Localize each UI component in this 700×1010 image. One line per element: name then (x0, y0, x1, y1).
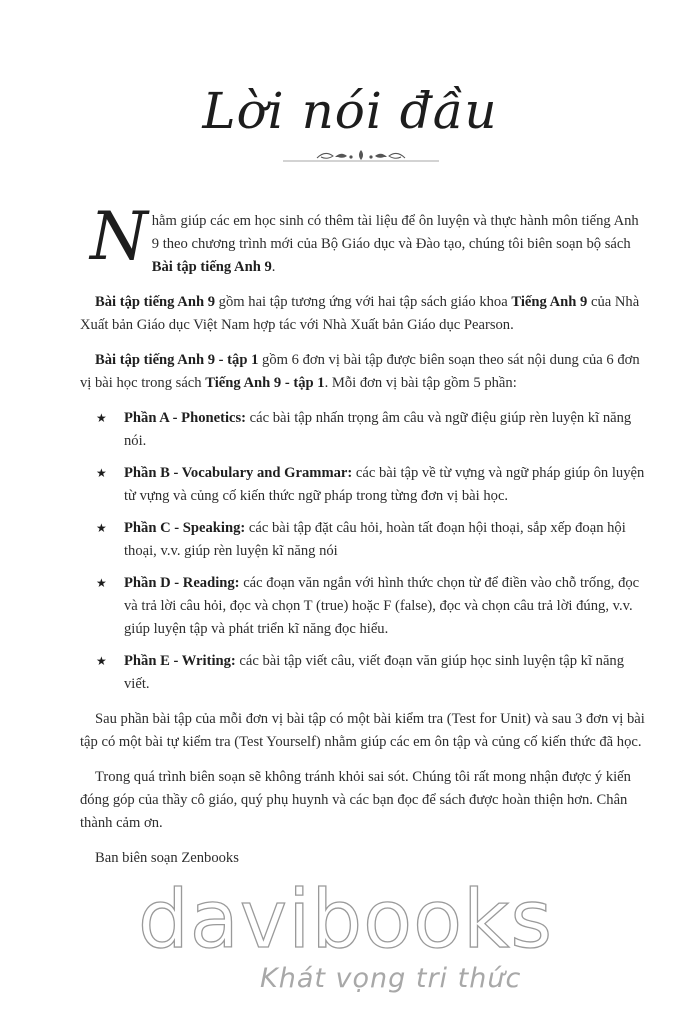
signature: Ban biên soạn Zenbooks (95, 850, 239, 866)
paragraph-4: Sau phần bài tập của mỗi đơn vị bài tập có một bài kiểm tra (Test for Unit) và sau 3 đơn vị bài tập có một bài tự kiểm tra (Test Yourself) nhằm giúp các em ôn tập và củng cố kiến thức đã học. (80, 711, 645, 750)
star-bullet-icon: ★ (96, 521, 107, 535)
list-item: ★ Phần B - Vocabulary and Grammar: các bài tập về từ vựng và ngữ pháp giúp ôn luyện từ vựng và củng cố kiến thức ngữ pháp trong từng đơn vị bài học. (80, 462, 645, 508)
parts-list (80, 407, 645, 696)
watermark-tagline: Khát vọng tri thức (260, 963, 522, 994)
preface-body (80, 198, 645, 882)
page-title: Lời nói đầu (202, 82, 498, 140)
list-item: ★ Phần C - Speaking: các bài tập đặt câu hỏi, hoàn tất đoạn hội thoại, sắp xếp đoạn hội thoại, v.v. giúp rèn luyện kĩ năng nói (80, 517, 645, 563)
watermark-brand: davibooks (138, 873, 554, 966)
list-item: ★ Phần E - Writing: các bài tập viết câu, viết đoạn văn giúp học sinh luyện tập kĩ năng viết. (80, 650, 645, 696)
list-item: ★ Phần A - Phonetics: các bài tập nhấn trọng âm câu và ngữ điệu giúp rèn luyện kĩ năng nói. (80, 407, 645, 453)
star-bullet-icon: ★ (96, 466, 107, 480)
divider-ornament-icon (283, 148, 439, 166)
paragraph-5: Trong quá trình biên soạn sẽ không tránh khỏi sai sót. Chúng tôi rất mong nhận được ý kiến đóng góp của thầy cô giáo, quý phụ huynh và các bạn đọc để sách được hoàn thiện hơn. Chân thành cảm ơn. (80, 769, 631, 831)
intro-paragraph: Nhằm giúp các em học sinh có thêm tài liệu để ôn luyện và thực hành môn tiếng Anh 9 theo chương trình mới của Bộ Giáo dục và Đào tạo, chúng tôi biên soạn bộ sách Bài tập tiếng Anh 9. (90, 198, 639, 275)
list-item: ★ Phần D - Reading: các đoạn văn ngắn với hình thức chọn từ để điền vào chỗ trống, đọc và trả lời câu hỏi, đọc và chọn T (true) hoặc F (false), đọc và chọn câu trả lời đúng, v.v. giúp luyện tập và phát triển kĩ năng đọc hiểu. (80, 572, 645, 641)
paragraph-2: Bài tập tiếng Anh 9 gồm hai tập tương ứng với hai tập sách giáo khoa Tiếng Anh 9 của Nhà Xuất bản Giáo dục Việt Nam hợp tác với Nhà Xuất bản Giáo dục Pearson. (80, 294, 640, 333)
star-bullet-icon: ★ (96, 576, 107, 590)
drop-cap: N (90, 198, 148, 275)
star-bullet-icon: ★ (96, 654, 107, 668)
star-bullet-icon: ★ (96, 411, 107, 425)
paragraph-3: Bài tập tiếng Anh 9 - tập 1 gồm 6 đơn vị bài tập được biên soạn theo sát nội dung của 6 đơn vị bài học trong sách Tiếng Anh 9 - tập 1. Mỗi đơn vị bài tập gồm 5 phần: (80, 352, 640, 391)
